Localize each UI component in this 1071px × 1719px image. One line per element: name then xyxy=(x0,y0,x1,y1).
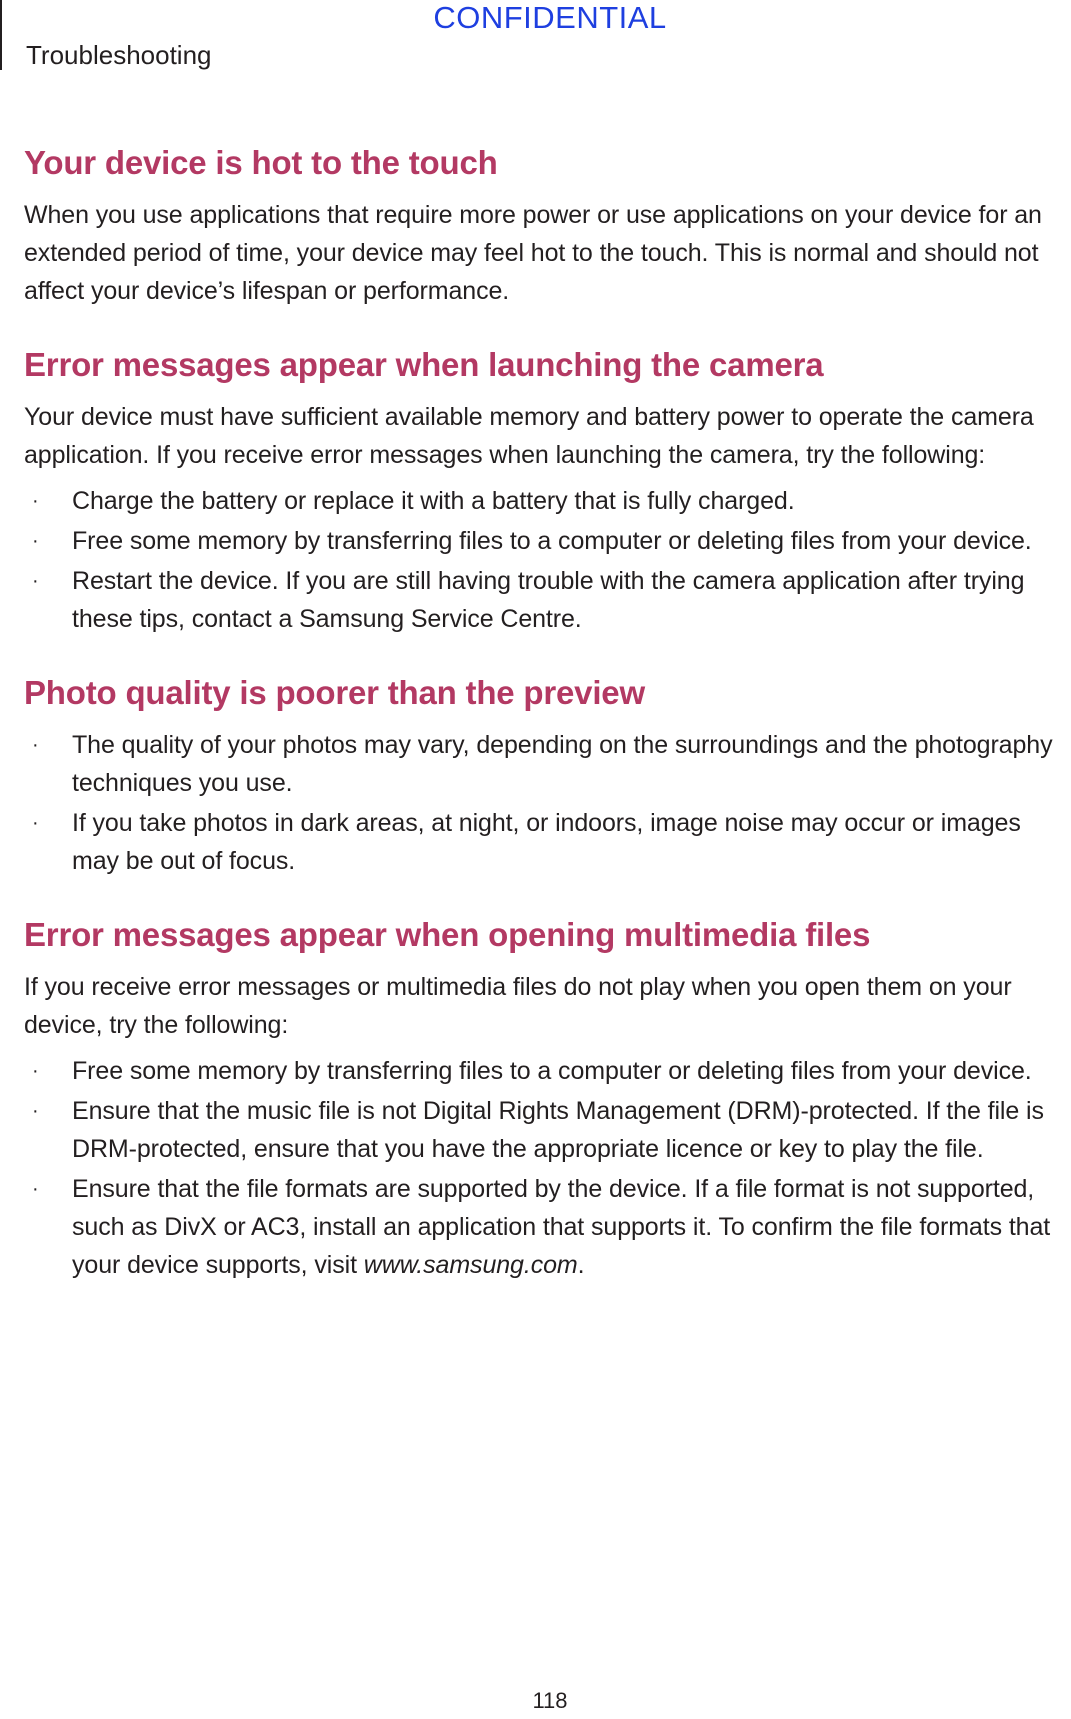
section-title: Photo quality is poorer than the preview xyxy=(24,674,645,711)
list-item-text: Free some memory by transferring files to a computer or deleting files from your device. xyxy=(72,527,1032,555)
bullet-icon: · xyxy=(32,1060,39,1082)
section-photo-quality xyxy=(24,670,1064,880)
list-item-text: Ensure that the file formats are supported by the device. If a file format is not supported, such as DivX or AC3, install an application that supports it. To confirm the file formats that your device supports, visit xyxy=(72,1175,1051,1279)
list-item-text: Free some memory by transferring files to a computer or deleting files from your device. xyxy=(72,1057,1032,1085)
section-title: Error messages appear when opening multimedia files xyxy=(24,916,871,953)
list-item xyxy=(24,562,1064,638)
bullet-icon: · xyxy=(32,490,39,512)
section-intro: Your device must have sufficient available memory and battery power to operate the camera application. If you receive error messages when launching the camera, try the following: xyxy=(24,403,1034,469)
samsung-website-link[interactable]: www.samsung.com xyxy=(363,1251,578,1279)
list-item xyxy=(24,726,1064,802)
list-item-text: Ensure that the music file is not Digital Rights Management (DRM)-protected. If the file is DRM-protected, ensure that you have the appropriate licence or key to play the file. xyxy=(72,1097,1044,1163)
list-item-text: The quality of your photos may vary, depending on the surroundings and the photography techniques you use. xyxy=(72,731,1053,797)
header-rule xyxy=(0,0,2,70)
bullet-icon: · xyxy=(32,734,39,756)
bullet-icon: · xyxy=(32,530,39,552)
section-camera-errors xyxy=(24,342,1064,638)
list-item-text: If you take photos in dark areas, at night, or indoors, image noise may occur or images may be out of focus. xyxy=(72,809,1021,875)
list-item xyxy=(24,1170,1064,1284)
bullet-list xyxy=(24,1052,1064,1284)
bullet-list xyxy=(24,482,1064,638)
list-item xyxy=(24,522,1064,560)
section-multimedia-errors xyxy=(24,912,1064,1284)
list-item xyxy=(24,482,1064,520)
list-item-end: . xyxy=(577,1251,585,1279)
section-intro: When you use applications that require more power or use applications on your device for an extended period of time, your device may feel hot to the touch. This is normal and should not affect your device’s lifespan or performance. xyxy=(24,201,1042,305)
page-number: 118 xyxy=(532,1688,568,1713)
confidential-watermark: CONFIDENTIAL xyxy=(433,0,667,35)
bullet-icon: · xyxy=(32,1178,39,1200)
bullet-list xyxy=(24,726,1064,880)
page-header: Troubleshooting xyxy=(26,40,212,70)
list-item xyxy=(24,804,1064,880)
list-item-text: Restart the device. If you are still having trouble with the camera application after trying these tips, contact a Samsung Service Centre. xyxy=(72,567,1025,633)
bullet-icon: · xyxy=(32,812,39,834)
list-item xyxy=(24,1052,1064,1090)
list-item-text: Charge the battery or replace it with a battery that is fully charged. xyxy=(72,487,795,515)
bullet-icon: · xyxy=(32,570,39,592)
bullet-icon: · xyxy=(32,1100,39,1122)
list-item xyxy=(24,1092,1064,1168)
section-title: Error messages appear when launching the camera xyxy=(24,346,824,383)
section-hot-to-touch xyxy=(24,140,1064,310)
section-title: Your device is hot to the touch xyxy=(24,144,498,181)
page-content xyxy=(24,140,1064,1316)
section-intro: If you receive error messages or multimedia files do not play when you open them on your device, try the following: xyxy=(24,973,1012,1039)
